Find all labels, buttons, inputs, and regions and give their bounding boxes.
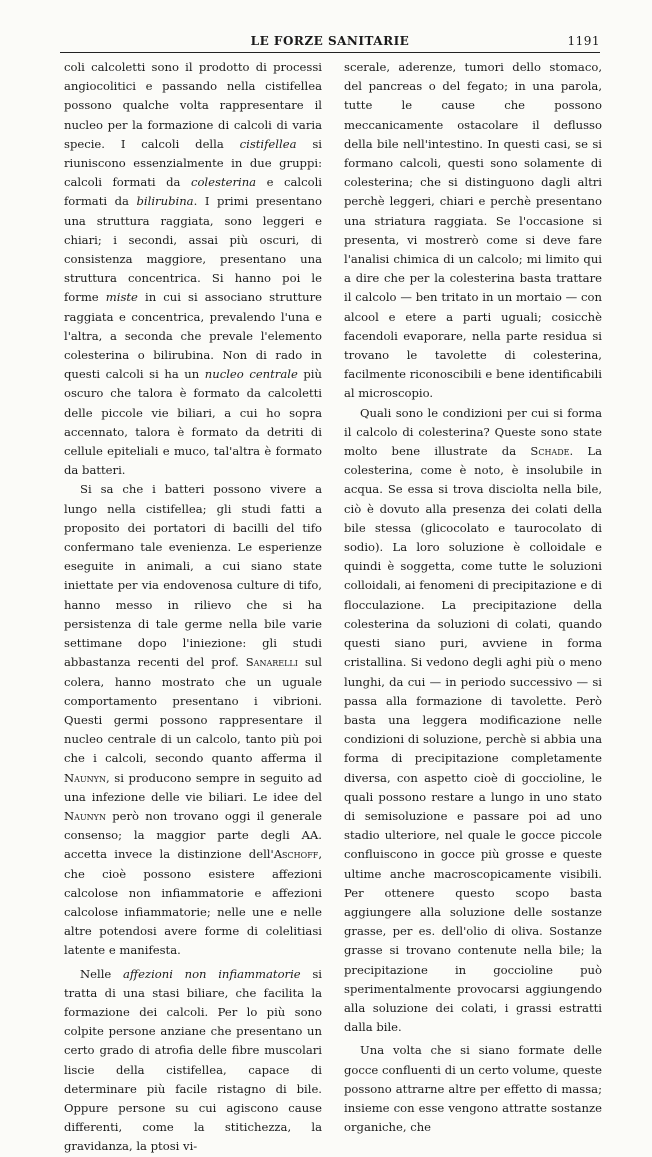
right-column xyxy=(344,58,602,1137)
text-run: . I primi presentano una struttura raggiata, sono leggeri e chiari; i secondi, assai più oscuri, di consistenza maggiore, presentano una struttura concentrica. Si hanno poi le forme xyxy=(64,194,322,305)
paragraph xyxy=(344,58,602,404)
text-run: . La colesterina, come è noto, è insolubile in acqua. Se essa si trova disciolta nella bile, ciò è dovuto alla presenza dei colati della bile stessa (glicocolato e taurocolato di sodio). La loro soluzione è colloidale e quindi è soggetta, come tutte le soluzioni colloidali, ai fenomeni di precipitazione e di flocculazione. La precipitazione della colesterina da soluzioni di colati, quando questi siano puri, avviene in forma cristallina. Si vedono degli aghi più o meno lunghi, da cui — in periodo successivo — si passa alla formazione di tavolette. Però basta una leggera modificazione nelle condizioni di soluzione, perchè si abbia una forma di precipitazione completamente diversa, con aspetto cioè di goccioline, le quali possono restare a lungo in uno stato di semisoluzione e passare poi ad uno stadio ulteriore, nel quale le gocce piccole confluiscono in gocce più grosse e queste ultime anche macroscopicamente visibili. Per ottenere questo scopo basta aggiungere alla soluzione delle sostanze grasse, per es. dell'olio di oliva. Sostanze grasse si trovano contenute nella bile; la precipitazione in goccioline può sperimentalmente provocarsi aggiungendo alla soluzione dei colati, i grassi estratti dalla bile. xyxy=(344,444,603,1035)
author-name: Schade xyxy=(530,444,570,459)
italic-term: bilirubina xyxy=(136,194,194,209)
author-name: Aschoff xyxy=(273,847,319,862)
text-run: , si producono sempre in seguito ad una infezione delle vie biliari. Le idee del xyxy=(64,770,322,804)
paragraph xyxy=(344,1041,602,1137)
italic-term: cistifellea xyxy=(239,136,297,151)
italic-term: nucleo centrale xyxy=(204,367,298,382)
author-name: Naunyn xyxy=(64,808,106,823)
author-name: Sanarelli xyxy=(245,655,298,670)
text-run: più oscuro che talora è formato da calcoletti delle piccole vie biliari, a cui ho sopra accennato, talora è formato da detriti di cellule epiteliali e muco, tal'altra è formato da batteri. xyxy=(64,367,322,478)
left-column xyxy=(64,58,322,1157)
text-run: Una volta che si siano formate delle gocce confluenti di un certo volume, queste possono attrarne altre per effetto di massa; insieme con esse vengono attratte sostanze organiche, che xyxy=(344,1043,602,1135)
text-run: Nelle xyxy=(80,966,123,981)
text-run: in cui si associano strutture raggiata e concentrica, prevalendo l'una e l'altra, a seconda che prevale l'elemento colesterina o bilirubina. Non di rado in questi calcoli si ha un xyxy=(64,290,322,382)
text-run: e calcoli formati da xyxy=(64,175,322,209)
page-number: 1191 xyxy=(567,34,600,48)
text-run: si tratta di una stasi biliare, che facilita la formazione dei calcoli. Per lo più sono colpite persone anziane che presentano un certo grado di atrofia delle fibre muscolari liscie della cistifellea, capace di determinare più facile ristagno di bile. Oppure persone su cui agiscono cause differenti, come la stitichezza, la gravidanza, la ptosi vi- xyxy=(64,966,323,1154)
paragraph xyxy=(344,404,602,1038)
italic-term: miste xyxy=(105,290,138,305)
text-run: Quali sono le condizioni per cui si forma il calcolo di colesterina? Queste sono state molto bene illustrate da xyxy=(344,405,602,459)
header-rule xyxy=(60,52,600,53)
text-run: , che cioè possono esistere affezioni calcolose non infiammatorie e affezioni calcolose infiammatorie; nelle une e nelle altre potendosi avere forme di colelitiasi latente e manifesta. xyxy=(64,847,322,958)
italic-term: affezioni non infiammatorie xyxy=(122,966,301,981)
paragraph xyxy=(64,965,322,1157)
text-run: coli calcoletti sono il prodotto di processi angiocolitici e passando nella cistifellea possono qualche volta rappresentare il nucleo per la formazione di calcoli di varia specie. I calcoli della xyxy=(64,60,322,151)
text-run: scerale, aderenze, tumori dello stomaco, del pancreas o del fegato; in una parola, tutte le cause che possono meccanicamente ostacolare il deflusso della bile nell'intestino. In questi casi, se si formano calcoli, questi sono solamente di colesterina; che si distinguono dagli altri perchè leggeri, chiari e perchè presentano una striatura raggiata. Se l'occasione si presenta, vi mostrerò come si deve fare l'analisi chimica di un calcolo; mi limito qui a dire che per la colesterina basta trattare il calcolo — ben tritato in un mortaio — con alcool e etere a parti uguali; cosicchè facendoli evaporare, nella parte residua si trovano le tavolette di colesterina, facilmente riconoscibili e bene identificabili al microscopio. xyxy=(344,60,602,401)
italic-term: colesterina xyxy=(190,175,257,190)
paragraph xyxy=(64,58,322,480)
text-run: però non trovano oggi il generale consenso; la maggior parte degli AA. accetta invece la distinzione dell' xyxy=(64,808,322,862)
paragraph xyxy=(64,480,322,960)
text-run: sul colera, hanno mostrato che un uguale comportamento presentano i vibrioni. Questi germi possono rappresentare il nucleo centrale di un calcolo, tanto più poi che i calcoli, secondo quanto afferma il xyxy=(64,655,322,766)
page-header xyxy=(60,32,600,50)
author-name: Naunyn xyxy=(64,770,106,785)
running-title: LE FORZE SANITARIE xyxy=(250,34,410,48)
text-run: Si sa che i batteri possono vivere a lungo nella cistifellea; gli studi fatti a proposito dei portatori di bacilli del tifo confermano tale evenienza. Le esperienze eseguite in animali, a cui siano state iniettate per via endovenosa culture di tifo, hanno messo in rilievo che si ha persistenza di tale germe nella bile varie settimane dopo l'iniezione: gli studi abbastanza recenti del prof. xyxy=(64,482,322,670)
text-run: si riuniscono essenzialmente in due gruppi: calcoli formati da xyxy=(64,136,323,190)
